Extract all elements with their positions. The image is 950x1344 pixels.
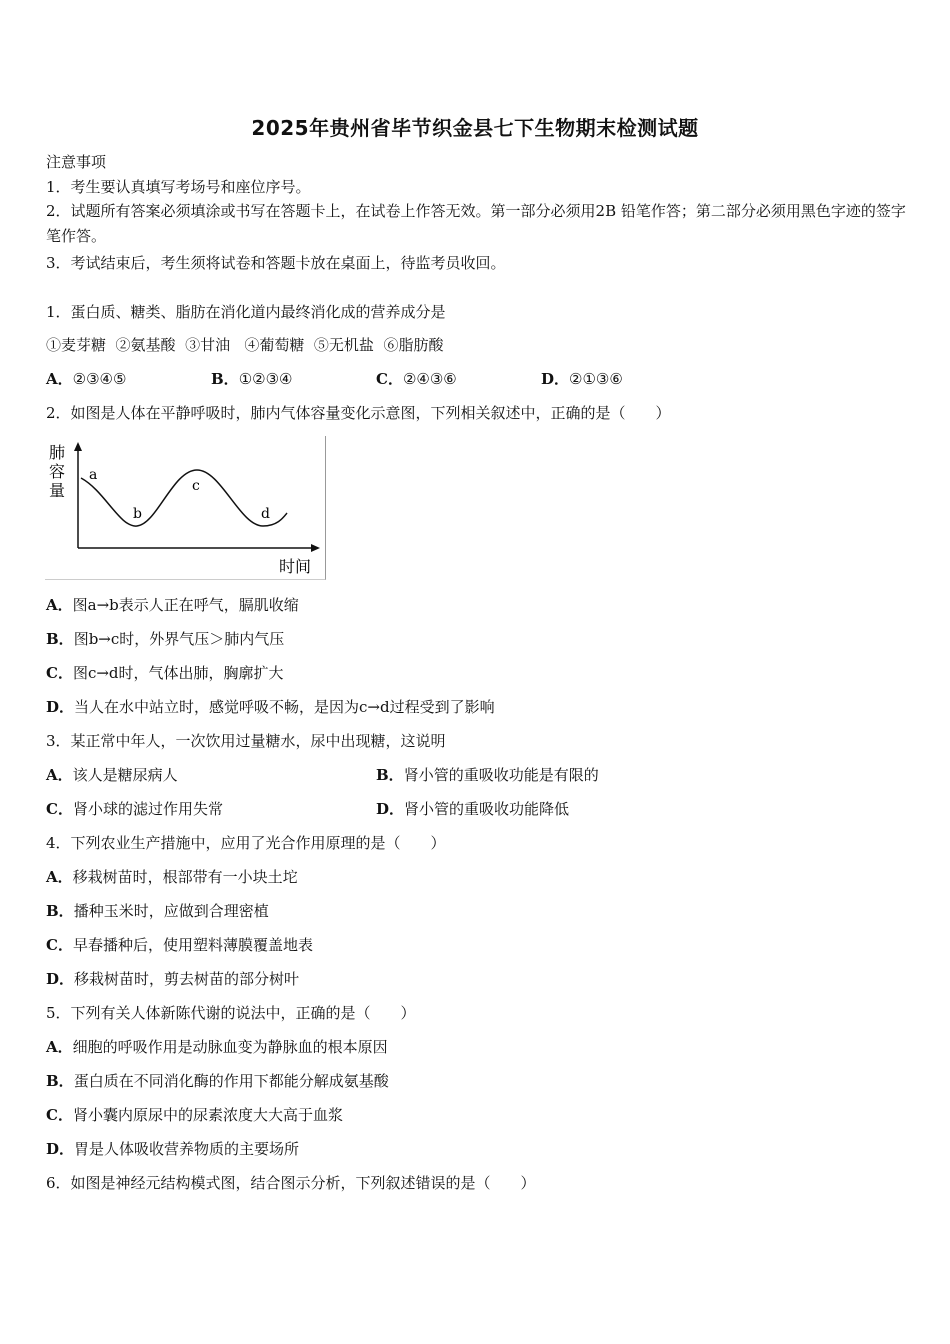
notice-heading: 注意事项: [46, 153, 107, 171]
lung-volume-chart: [45, 436, 325, 579]
y-label-char-1: 肺: [49, 443, 66, 462]
q4-option-a: A．移栽树苗时，根部带有一小块土坨: [46, 868, 298, 886]
point-label-a: a: [89, 467, 98, 483]
q5-option-d: D．胃是人体吸收营养物质的主要场所: [46, 1140, 300, 1158]
q3-option-b: B．肾小管的重吸收功能是有限的: [376, 766, 599, 784]
lung-volume-curve: [81, 470, 287, 526]
q2-option-c: C．图c→d时，气体出肺，胸廓扩大: [46, 664, 284, 682]
q5-stem: 5．下列有关人体新陈代谢的说法中，正确的是（ ）: [46, 1004, 416, 1022]
q1-option-d: D．②①③⑥: [541, 370, 623, 388]
q5-option-a: A．细胞的呼吸作用是动脉血变为静脉血的根本原因: [46, 1038, 388, 1056]
q1-items: ①麦芽糖 ②氨基酸 ③甘油 ④葡萄糖 ⑤无机盐 ⑥脂肪酸: [46, 336, 444, 354]
q1-option-a: A．②③④⑤: [46, 370, 127, 388]
lung-volume-figure: [45, 436, 326, 580]
point-label-c: c: [192, 478, 200, 494]
point-label-d: d: [261, 506, 270, 522]
x-axis-arrow: [311, 544, 320, 552]
q5-option-c: C．肾小囊内原尿中的尿素浓度大大高于血浆: [46, 1106, 343, 1124]
q4-option-d: D．移栽树苗时，剪去树苗的部分树叶: [46, 970, 300, 988]
y-axis-arrow: [74, 442, 82, 451]
q4-stem: 4．下列农业生产措施中，应用了光合作用原理的是（ ）: [46, 834, 446, 852]
x-axis-label: 时间: [279, 557, 312, 576]
q6-stem: 6．如图是神经元结构模式图，结合图示分析，下列叙述错误的是（ ）: [46, 1174, 536, 1192]
q2-option-a: A．图a→b表示人正在呼气，膈肌收缩: [46, 596, 299, 614]
notice-item-1: 1．考生要认真填写考场号和座位序号。: [46, 178, 311, 196]
q3-stem: 3．某正常中年人，一次饮用过量糖水，尿中出现糖，这说明: [46, 732, 446, 750]
q1-option-c: C．②④③⑥: [376, 370, 457, 388]
notice-item-3: 3．考试结束后，考生须将试卷和答题卡放在桌面上，待监考员收回。: [46, 254, 506, 272]
q1-option-b: B．①②③④: [211, 370, 293, 388]
q1-stem: 1．蛋白质、糖类、脂肪在消化道内最终消化成的营养成分是: [46, 303, 446, 321]
page-title: 2025年贵州省毕节织金县七下生物期末检测试题: [251, 116, 699, 140]
q2-option-b: B．图b→c时，外界气压＞肺内气压: [46, 630, 285, 648]
q5-option-b: B．蛋白质在不同消化酶的作用下都能分解成氨基酸: [46, 1072, 389, 1090]
q4-option-b: B．播种玉米时，应做到合理密植: [46, 902, 269, 920]
q2-stem: 2．如图是人体在平静呼吸时，肺内气体容量变化示意图，下列相关叙述中，正确的是（ ）: [46, 404, 671, 422]
y-label-char-2: 容: [49, 462, 66, 481]
y-label-char-3: 量: [49, 481, 66, 500]
q4-option-c: C．早春播种后，使用塑料薄膜覆盖地表: [46, 936, 313, 954]
q3-option-c: C．肾小球的滤过作用失常: [46, 800, 223, 818]
q3-option-d: D．肾小管的重吸收功能降低: [376, 800, 570, 818]
q2-option-d: D．当人在水中站立时，感觉呼吸不畅，是因为c→d过程受到了影响: [46, 698, 495, 716]
point-label-b: b: [133, 506, 142, 522]
q3-option-a: A．该人是糖尿病人: [46, 766, 178, 784]
notice-item-2: 2．试题所有答案必须填涂或书写在答题卡上，在试卷上作答无效。第一部分必须用2B 铅笔作答；第二部分必须用黑色字迹的签字笔作答。: [46, 202, 906, 245]
